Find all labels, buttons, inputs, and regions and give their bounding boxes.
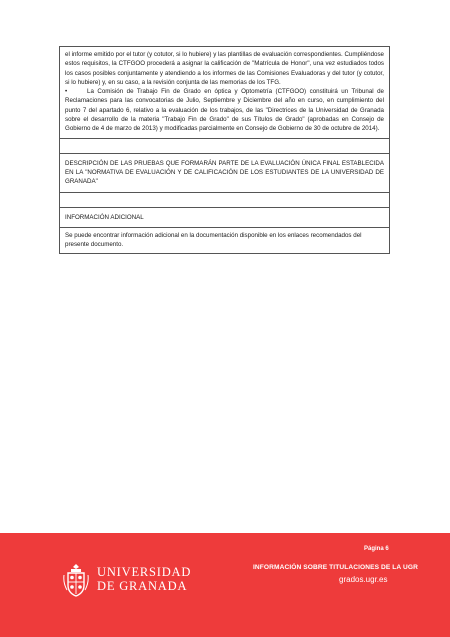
paragraph-honor-grade: el informe emitido por el tutor (y cotutor, si lo hubiere) y las plantillas de evaluación correspondientes. Cumpliéndose estos requisitos, la CTFGOO procederá a asignar la calificación de "Matrícula de Honor", una vez estudiados todos los casos posibles conjuntamente y atendiendo a los informes de las Comisiones Evaluadoras y del tutor (y cotutor, si lo hubiere) y, en su caso, a la revisión conjunta de las memorias de los TFG.	[65, 51, 384, 86]
empty-row	[59, 138, 390, 153]
page-number: Página 6	[364, 546, 389, 552]
university-name-line1: UNIVERSIDAD	[97, 565, 192, 579]
bullet-paragraph	[65, 87, 384, 133]
footer-url-link[interactable]: grados.ugr.es	[339, 575, 388, 584]
section-info-text: Se puede encontrar información adicional en la documentación disponible en los enlaces recomendados del presente documento.	[59, 227, 390, 255]
bullet-marker: •	[65, 88, 68, 96]
coat-of-arms-icon	[63, 563, 89, 597]
section-description-heading: DESCRIPCIÓN DE LAS PRUEBAS QUE FORMARÁN PARTE DE LA EVALUACIÓN ÚNICA FINAL ESTABLECIDA EN LA "NORMATIVA DE EVALUACIÓN Y DE CALIFICACIÓN DE LOS ESTUDIANTES DE LA UNIVERSIDAD DE GRANADA"	[59, 153, 390, 192]
evaluation-text-block	[59, 46, 390, 138]
empty-row	[59, 192, 390, 207]
page-footer	[0, 533, 450, 637]
university-name	[97, 565, 191, 593]
section-info-heading: INFORMACIÓN ADICIONAL	[59, 207, 390, 227]
bullet-text: La Comisión de Trabajo Fin de Grado en óptica y Optometría (CTFGOO) constituirá un Tribunal de Reclamaciones para las convocatorias de Julio, Septiembre y Diciembre del año en curso, en cumplimiento del punto 7 del apartado 6, relativo a la evaluación de los trabajos, de las "Directrices de la Universidad de Granada sobre el desarrollo de la materia "Trabajo Fin de Grado" de sus Títulos de Grado" (aprobadas en Consejo de Gobierno de 4 de marzo de 2013) y modificadas parcialmente en Consejo de Gobierno de 30 de octubre de 2014).	[65, 88, 384, 133]
document-body	[59, 46, 390, 254]
footer-info-title: INFORMACIÓN SOBRE TITULACIONES DE LA UGR	[253, 564, 418, 571]
university-name-line2: DE GRANADA	[97, 579, 188, 593]
